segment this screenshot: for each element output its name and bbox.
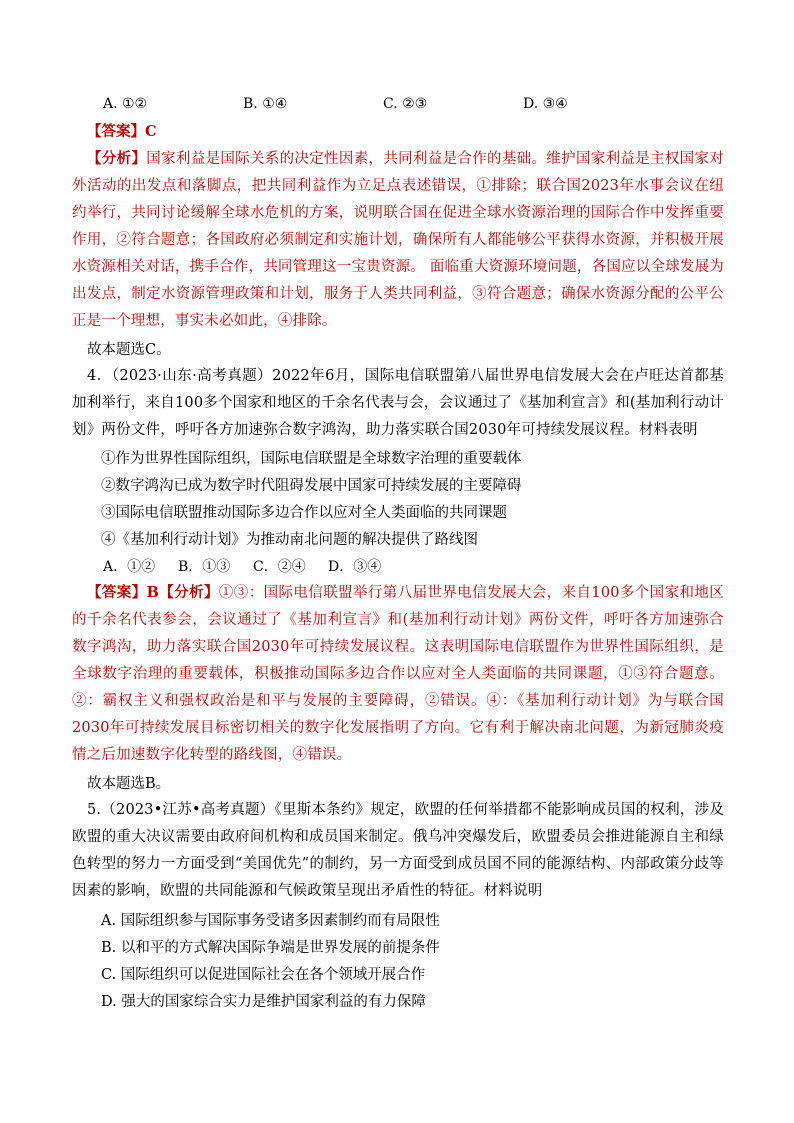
- q5-option-c: C. 国际组织可以促进国际社会在各个领域开展合作: [101, 967, 426, 983]
- q5-stem: [72, 797, 724, 905]
- q5-number: 5.: [87, 802, 102, 818]
- q4-option-d: D．③④: [328, 559, 382, 575]
- q5-source: （2023•江苏•高考真题）: [101, 802, 275, 818]
- q4-statement-2: ②数字鸿沟已成为数字时代阻碍发展中国家可持续发展的主要障碍: [101, 478, 522, 494]
- q4-option-a: A．①②: [103, 559, 156, 575]
- q4-source: （2023·山东·高考真题）: [111, 368, 273, 384]
- q3-option-b: B. ①④: [243, 96, 288, 112]
- q4-statement-1: ①作为世界性国际组织，国际电信联盟是全球数字治理的重要载体: [101, 451, 522, 467]
- q4-analysis-label: 【分析】: [159, 584, 219, 601]
- q3-analysis-label: 【分析】: [87, 150, 147, 167]
- q4-options: [103, 557, 663, 577]
- q4-option-b: B．①③: [178, 559, 231, 575]
- q3-option-a: A. ①②: [103, 96, 148, 112]
- q5-option-d: D. 强大的国家综合实力是维护国家利益的有力保障: [101, 994, 426, 1010]
- q4-answer-value: B: [146, 584, 160, 601]
- q4-answer-label: 【答案】: [87, 584, 147, 601]
- q4-analysis: [72, 579, 724, 769]
- q3-analysis-text: 国家利益是国际关系的决定性因素，共同利益是合作的基础。维护国家利益是主权国家对外活动的出发点和落脚点，把共同利益作为立足点表述错误，①排除；联合国2023年水事会议在纽约举行，共同讨论缓解全球水危机的方案，说明联合国在促进全球水资源治理的国际合作中发挥重要作用，②符合题意；各国政府必须制定和实施计划，确保所有人都能够公平获得水资源，并积极开展水资源相关对话，携手合作，共同管理这一宝贵资源。 面临重大资源环境问题，各国应以全球发展为出发点，制定水资源管理政策和计划，服务于人类共同利益，③符合题意；确保水资源分配的公平公正是一个理想，事实未必如此，④排除。: [72, 151, 724, 329]
- q4-number: 4．: [87, 368, 112, 384]
- q4-stem-text: 2022年6月，国际电信联盟第八届世界电信发展大会在卢旺达首都基加利举行，来自100多个国家和地区的千余名代表与会，会议通过了《基加利宣言》和(基加利行动计划》两份文件，呼吁各方加速弥合数字鸿沟，助力落实联合国2030年可持续发展议程。材料表明: [72, 368, 724, 438]
- q4-stem: [72, 363, 724, 444]
- q3-options: [103, 94, 663, 114]
- q4-statement-4: ④《基加利行动计划》为推动南北问题的解决提供了路线图: [101, 532, 478, 548]
- q4-analysis-text: ①③：国际电信联盟举行第八届世界电信发展大会，来自100多个国家和地区的千余名代表参会，会议通过了《基加利宣言》和(基加利行动计划》两份文件，呼吁各方加速弥合数字鸿沟，助力落实联合国2030年可持续发展议程。这表明国际电信联盟作为世界性国际组织，是全球数字治理的重要载体，积极推动国际多边合作以应对全人类面临的共同课题，①③符合题意。②：霸权主义和强权政治是和平与发展的主要障碍，②错误。④：《基加利行动计划》为与联合国2030年可持续发展目标密切相关的数字化发展指明了方向。它有利于解决南北问题，为新冠肺炎疫情之后加速数字化转型的路线图，④错误。: [72, 585, 724, 763]
- q3-option-d: D. ③④: [523, 96, 568, 112]
- q4-option-c: C．②④: [253, 559, 306, 575]
- q5-option-a: A. 国际组织参与国际事务受诸多因素制约而有局限性: [101, 913, 440, 929]
- q5-stem-text: 《里斯本条约》规定，欧盟的任何举措都不能影响成员国的权利，涉及欧盟的重大决议需要由政府间机构和成员国来制定。俄乌冲突爆发后，欧盟委员会推进能源自主和绿色转型的努力一方面受到“美国优先”的制约，另一方面受到成员国不同的能源结构、内部政策分歧等因素的影响，欧盟的共同能源和气候政策呈现出矛盾性的特征。材料说明: [72, 802, 725, 899]
- q5-option-b: B. 以和平的方式解决国际争端是世界发展的前提条件: [101, 940, 440, 956]
- q3-answer-label: 【答案】: [87, 123, 145, 140]
- q3-answer: [87, 122, 157, 142]
- q3-option-c: C. ②③: [383, 96, 428, 112]
- q3-answer-value: C: [145, 123, 157, 140]
- q3-analysis: [72, 145, 724, 335]
- q4-conclusion: 故本题选B。: [87, 776, 171, 792]
- q4-statement-3: ③国际电信联盟推动国际多边合作以应对全人类面临的共同课题: [101, 505, 507, 521]
- q3-conclusion: 故本题选C。: [87, 342, 171, 358]
